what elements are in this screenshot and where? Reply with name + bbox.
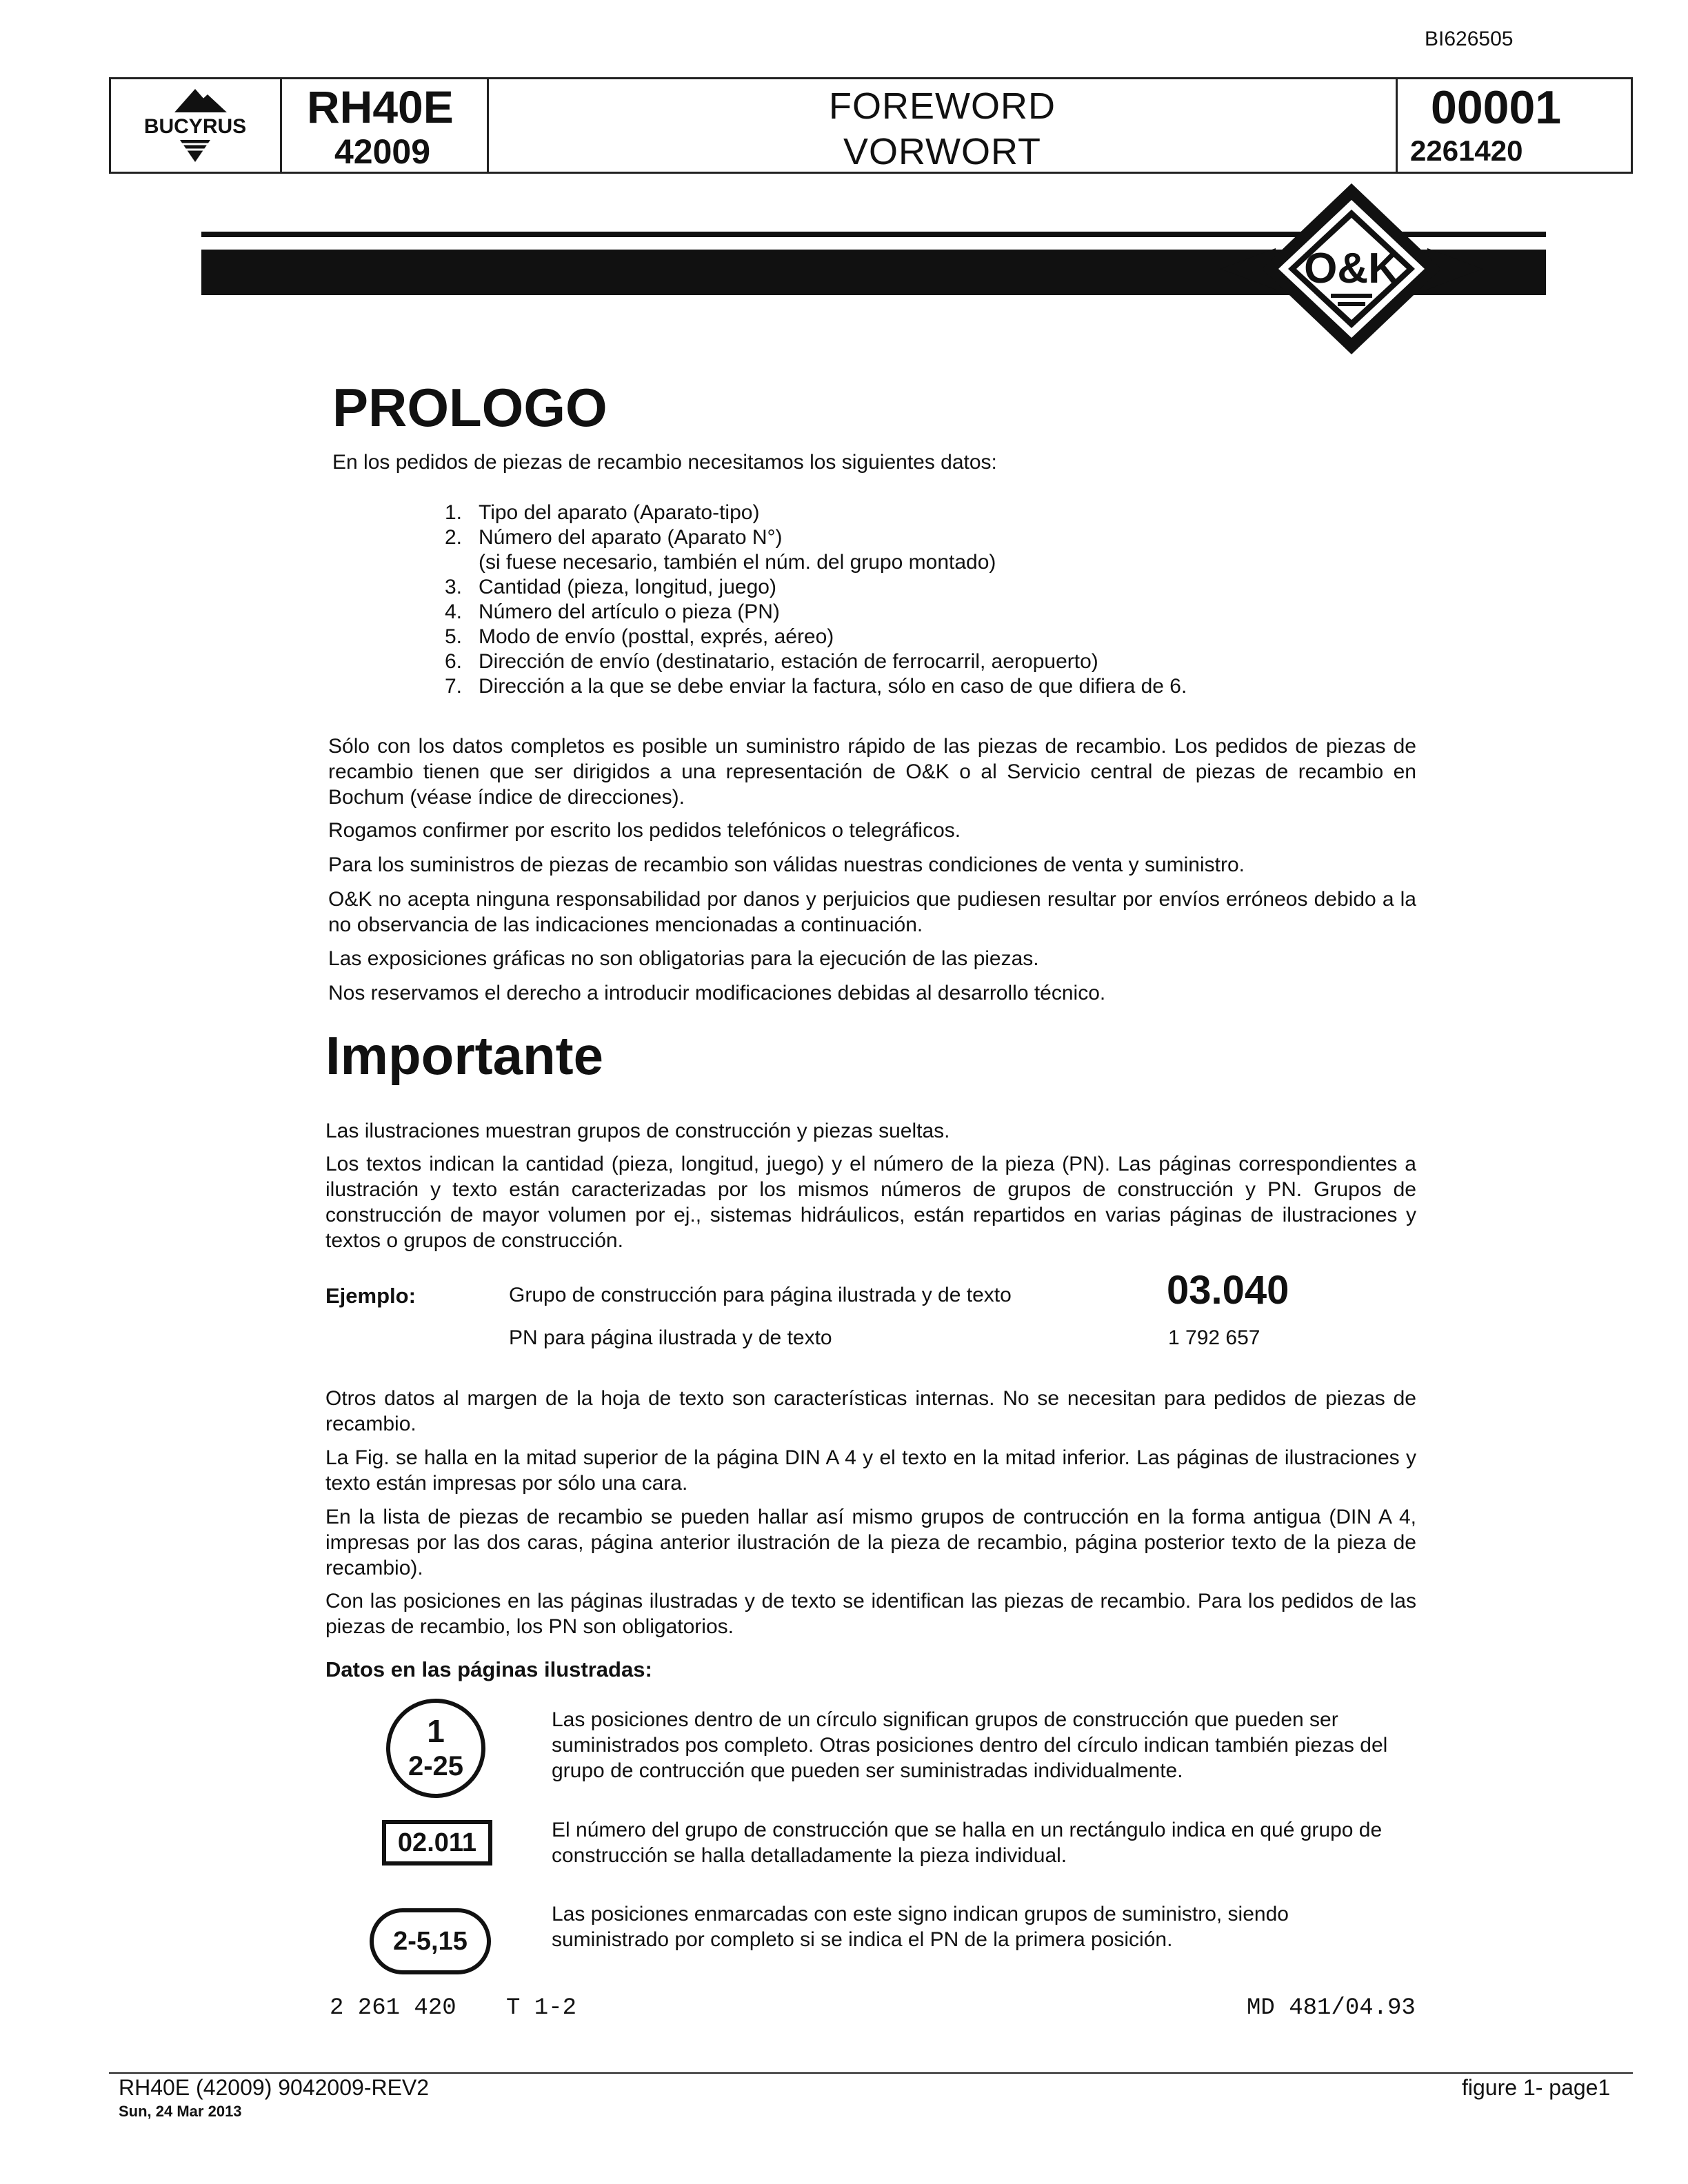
example-group-number: 03.040 xyxy=(1167,1268,1289,1313)
page-number: 00001 xyxy=(1431,81,1562,134)
oval-symbol-description: Las posiciones enmarcadas con este signo indican grupos de suministro, siendo suministrado por completo si se indica el PN de la primera posición. xyxy=(552,1903,1289,1951)
footer-doc-ref: RH40E (42009) 9042009-REV2 xyxy=(119,2075,430,2100)
prologo-paragraph: Sólo con los datos completos es posible un suministro rápido de las piezas de recambio. Los pedidos de piezas de recambio tienen que ser dirigidos a una representación de O&K o al Servicio central de piezas de recambio en Bochum (véase índice de direcciones). xyxy=(328,735,1416,809)
rectangle-symbol: 02.011 xyxy=(382,1820,492,1866)
prologo-paragraph: Nos reservamos el derecho a introducir modificaciones debidas al desarrollo técnico. xyxy=(328,982,1106,1004)
oval-symbol: 2-5,15 xyxy=(370,1908,491,1974)
importante-paragraph: Con las posiciones en las páginas ilustradas y de texto se identifican las piezas de recambio. Para los pedidos de las piezas de recambio, los PN son obligatorios. xyxy=(325,1590,1416,1638)
svg-text:BUCYRUS: BUCYRUS xyxy=(143,115,247,138)
footer-date: Sun, 24 Mar 2013 xyxy=(119,2103,242,2120)
bucyrus-logo xyxy=(111,79,282,172)
title-german: VORWORT xyxy=(843,131,1042,172)
svg-text:O&K: O&K xyxy=(1304,245,1399,292)
list-item: (si fuese necesario, también el núm. del grupo montado) xyxy=(479,551,996,574)
document-id: BI626505 xyxy=(1425,28,1514,50)
title-english: FOREWORD xyxy=(829,85,1056,127)
prologo-paragraph: Rogamos confirmer por escrito los pedidos telefónicos o telegráficos. xyxy=(328,819,961,842)
list-item: 1. Tipo del aparato (Aparato-tipo) xyxy=(444,501,760,524)
footer-rule xyxy=(109,2072,1633,2074)
list-item: 7. Dirección a la que se debe enviar la factura, sólo en caso de que difiera de 6. xyxy=(444,675,1187,698)
importante-paragraph: Los textos indican la cantidad (pieza, longitud, juego) y el número de la pieza (PN). Las páginas correspondientes a ilustración y texto están caracterizadas por los mismos números de grupos de construcción y PN. Grupos de construcción de mayor volumen por ej., sistemas hidráulicos, están repartidos en varias páginas de ilustraciones y textos o grupos de construcción. xyxy=(325,1153,1416,1252)
ok-logo xyxy=(1214,179,1489,358)
serial-number: 42009 xyxy=(334,132,431,171)
importante-paragraph: La Fig. se halla en la mitad superior de la página DIN A 4 y el texto en la mitad inferior. Las páginas de ilustraciones y texto están impresas por sólo una cara. xyxy=(325,1446,1416,1495)
rectangle-symbol-description: El número del grupo de construcción que se halla en un rectángulo indica en qué grupo de construcción se halla detalladamente la pieza individual. xyxy=(552,1819,1383,1867)
importante-paragraph: Las ilustraciones muestran grupos de construcción y piezas sueltas. xyxy=(325,1120,950,1142)
list-item: 5. Modo de envío (posttal, exprés, aéreo) xyxy=(444,625,834,648)
required-data-list xyxy=(423,501,1320,699)
md-ref: MD 481/04.93 xyxy=(1247,1995,1416,2021)
example-text-pn: PN para página ilustrada y de texto xyxy=(509,1326,832,1349)
footer-figure-page: figure 1- page1 xyxy=(1462,2075,1611,2100)
page-ref: T 1-2 xyxy=(506,1995,577,2021)
ok-diamond-icon xyxy=(1214,179,1489,358)
list-item: 2. Número del aparato (Aparato N°) xyxy=(444,526,783,549)
page-code: 2 261 420 xyxy=(330,1995,456,2021)
circle-symbol: 1 2-25 xyxy=(386,1699,485,1798)
example-pn: 1 792 657 xyxy=(1168,1326,1260,1349)
part-number: 2261420 xyxy=(1410,134,1523,167)
importante-paragraph: En la lista de piezas de recambio se pueden hallar así mismo grupos de contrucción en la forma antigua (DIN A 4, impresas por las dos caras, página anterior ilustración de la pieza de recambio, página posterior texto de la pieza de recambio). xyxy=(325,1506,1416,1579)
bucyrus-logo-icon xyxy=(111,79,279,172)
prologo-paragraph: O&K no acepta ninguna responsabilidad por danos y perjuicios que pudiesen resultar por envíos erróneos debido a la no observancia de las indicaciones mencionadas a continuación. xyxy=(328,888,1416,936)
example-label: Ejemplo: xyxy=(325,1284,416,1308)
circle-symbol-description: Las posiciones dentro de un círculo significan grupos de construcción que pueden ser suministrados pos completo. Otras posiciones dentro del círculo indican también piezas del grupo de contrucción que pueden ser suministradas individualmente. xyxy=(552,1708,1388,1782)
header-table xyxy=(109,77,1633,174)
model-name: RH40E xyxy=(307,81,454,132)
list-item: 4. Número del artículo o pieza (PN) xyxy=(444,600,780,623)
prologo-paragraph: Las exposiciones gráficas no son obligatorias para la ejecución de las piezas. xyxy=(328,947,1039,970)
example-text-group: Grupo de construcción para página ilustrada y de texto xyxy=(509,1284,1012,1306)
list-item: 3. Cantidad (pieza, longitud, juego) xyxy=(444,576,776,598)
importante-paragraph: Otros datos al margen de la hoja de texto son características internas. No se necesitan para pedidos de piezas de recambio. xyxy=(325,1387,1416,1435)
prologo-intro: En los pedidos de piezas de recambio necesitamos los siguientes datos: xyxy=(332,451,997,474)
prologo-heading: PROLOGO xyxy=(332,377,607,438)
list-item: 6. Dirección de envío (destinatario, estación de ferrocarril, aeropuerto) xyxy=(444,650,1098,673)
prologo-paragraph: Para los suministros de piezas de recambio son válidas nuestras condiciones de venta y suministro. xyxy=(328,853,1245,876)
importante-heading: Importante xyxy=(325,1025,604,1086)
illustrated-pages-subheading: Datos en las páginas ilustradas: xyxy=(325,1657,652,1681)
